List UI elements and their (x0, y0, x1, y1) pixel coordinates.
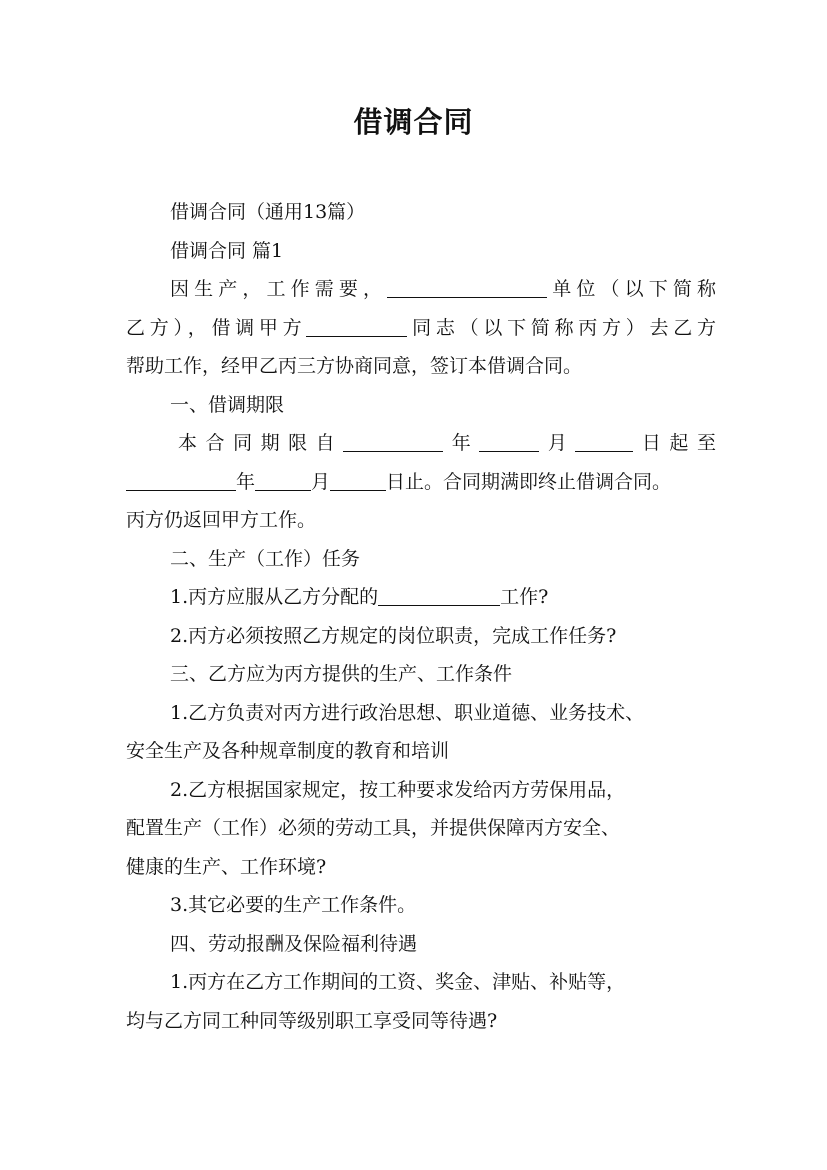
text-run: 丙方仍返回甲方工作。 (126, 509, 317, 531)
text-run: 1.丙方应服从乙方分配的 (170, 586, 379, 608)
text-run: 三、乙方应为丙方提供的生产、工作条件 (170, 663, 513, 685)
paragraph-line (126, 809, 716, 848)
text-run: 二、生产（工作）任务 (170, 547, 361, 570)
document-body (126, 193, 716, 1040)
paragraph-line (126, 309, 716, 348)
paragraph-line (126, 617, 716, 656)
section-heading (126, 386, 716, 425)
text-run: 借调合同 篇1 (170, 239, 284, 262)
section-heading (126, 540, 716, 579)
paragraph-line (126, 424, 716, 463)
paragraph-line (126, 232, 716, 271)
paragraph-line (126, 463, 716, 502)
blank-field (330, 471, 386, 491)
text-run: 1.丙方在乙方工作期间的工资、奖金、津贴、补贴等， (170, 971, 626, 993)
text-run: 配置生产（工作）必须的劳动工具，并提供保障丙方安全、 (126, 817, 621, 839)
paragraph-line (126, 694, 716, 733)
document-title: 借调合同 (353, 105, 474, 139)
text-run: 本合同期限自 (178, 432, 344, 454)
paragraph-line (126, 578, 716, 617)
text-run: 因生产，工作需要， (170, 278, 388, 300)
text-run: 安全生产及各种规章制度的教育和培训 (126, 740, 450, 762)
blank-field (479, 432, 539, 452)
blank-field (343, 432, 443, 452)
blank-field (575, 432, 633, 452)
paragraph-line (126, 270, 716, 309)
text-run: 月 (311, 470, 331, 493)
text-run: 均与乙方同工种同等级别职工享受同等待遇? (126, 1009, 498, 1032)
section-heading (126, 925, 716, 964)
text-run: 同志（以下简称丙方）去乙方 (407, 316, 716, 339)
paragraph-line (126, 347, 716, 386)
blank-field (306, 317, 407, 337)
paragraph-line (126, 848, 716, 887)
text-run: 乙方），借调甲方 (126, 316, 307, 339)
text-run: 年 (443, 432, 480, 454)
section-heading (126, 655, 716, 694)
paragraph-line (126, 193, 716, 232)
paragraph-line (126, 963, 716, 1002)
text-run: 四、劳动报酬及保险福利待遇 (170, 932, 418, 955)
paragraph-line (126, 1002, 716, 1041)
blank-field (387, 278, 547, 298)
text-run: 3.其它必要的生产工作条件。 (170, 894, 417, 916)
text-run: 2.丙方必须按照乙方规定的岗位职责，完成工作任务? (170, 624, 617, 647)
text-run: 单位（以下简称 (547, 278, 716, 300)
text-run: 2.乙方根据国家规定，按工种要求发给丙方劳保用品， (170, 778, 626, 801)
text-run: 年 (236, 470, 256, 493)
blank-field (378, 586, 500, 606)
text-run: 工作? (500, 586, 549, 608)
paragraph-line (126, 886, 716, 925)
blank-field (255, 471, 311, 491)
text-run: 借调合同（通用13篇） (170, 201, 366, 223)
text-run: 月 (539, 432, 576, 454)
text-run: 健康的生产、工作环境? (126, 855, 327, 878)
text-run: 一、借调期限 (170, 393, 285, 416)
text-run: 帮助工作，经甲乙丙三方协商同意，签订本借调合同。 (126, 355, 583, 377)
text-run: 1.乙方负责对丙方进行政治思想、职业道德、业务技术、 (170, 701, 645, 724)
paragraph-line (126, 771, 716, 810)
paragraph-line (126, 501, 716, 540)
text-run: 日起至 (633, 432, 716, 454)
blank-field (126, 471, 236, 491)
text-run: 日止。合同期满即终止借调合同。 (386, 470, 672, 493)
paragraph-line (126, 732, 716, 771)
